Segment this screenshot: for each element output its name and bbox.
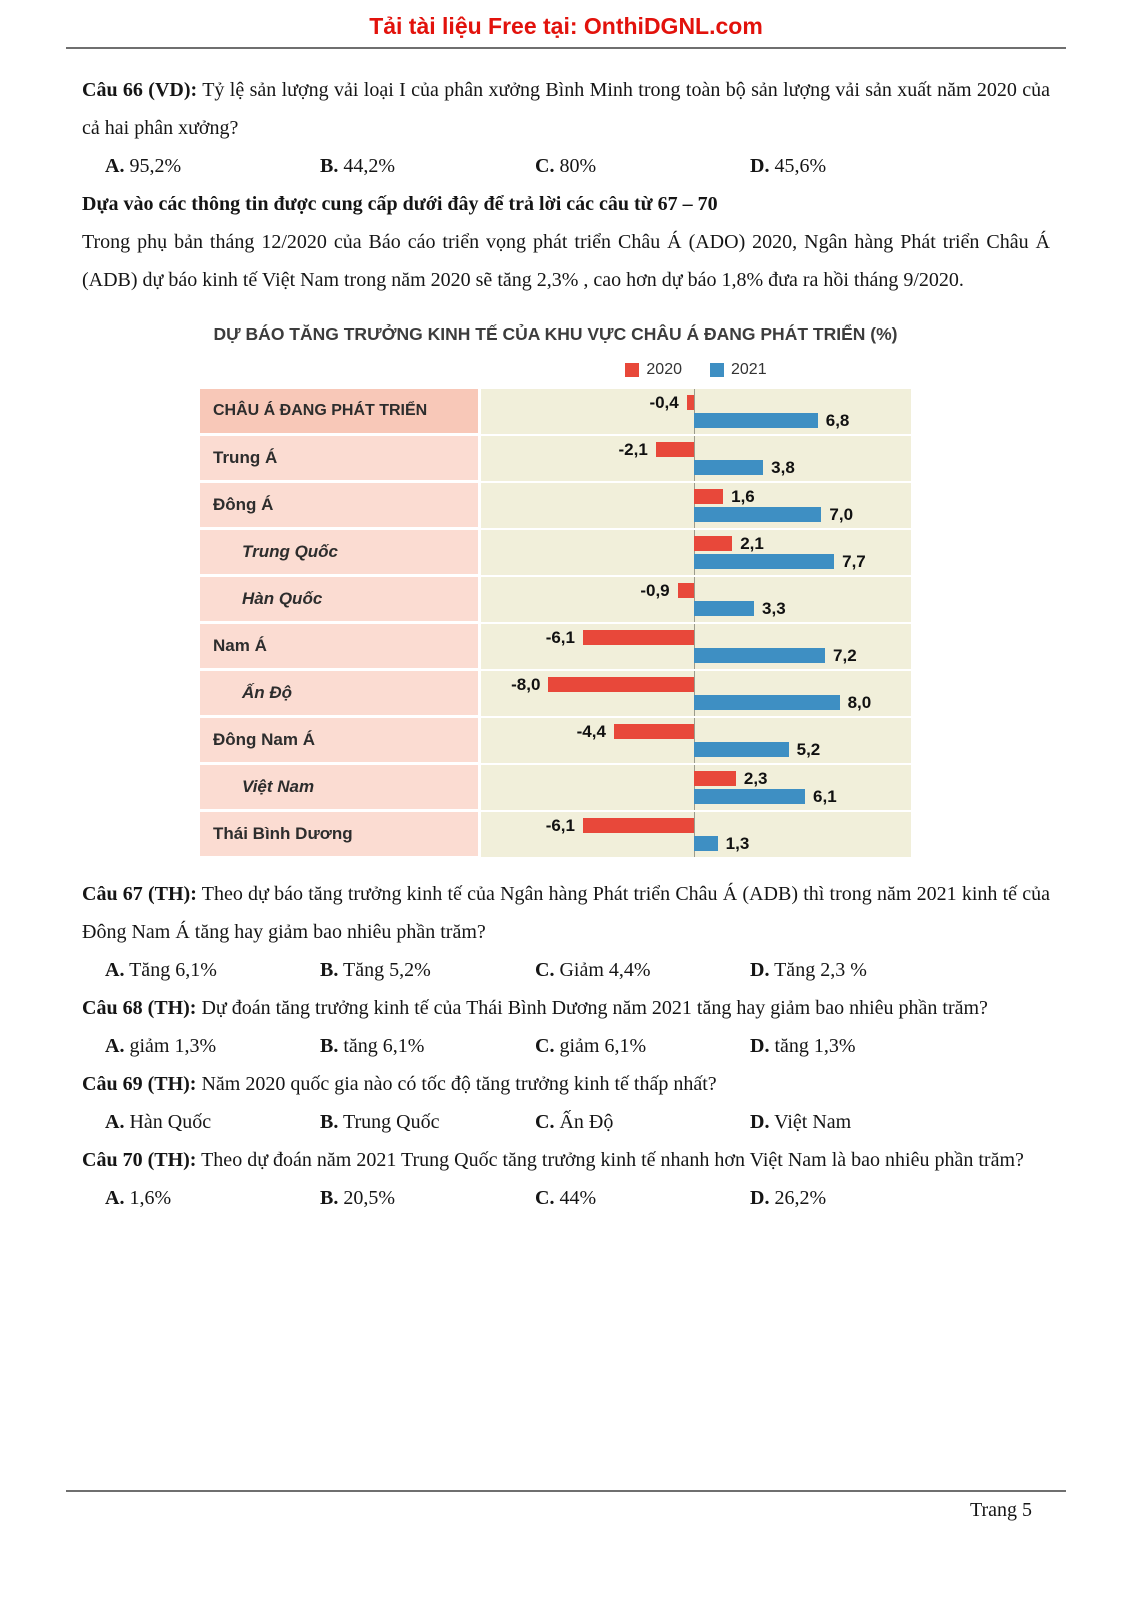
option-a [105,951,320,989]
option-key: A. [105,1111,125,1133]
option-text: 20,5% [343,1187,396,1209]
chart-row-label: Nam Á [200,624,478,668]
question-number: Câu 70 (TH): [82,1149,197,1171]
option-key: C. [535,1187,555,1209]
question-body: Tỷ lệ sản lượng vải loại I của phân xưởng Bình Minh trong toàn bộ sản lượng vải sản xuất năm 2020 của cả hai phân xưởng? [82,79,1051,139]
chart-row-plot [481,389,911,436]
option-b [320,1103,535,1141]
option-key: D. [750,155,770,177]
option-c [535,147,750,185]
chart-row-label: CHÂU Á ĐANG PHÁT TRIỂN [200,389,478,433]
legend-label-2020: 2020 [646,361,682,378]
chart-row-label: Trung Quốc [200,530,478,574]
chart-row [200,671,911,718]
chart-row-plot [481,671,911,718]
option-text: 95,2% [129,155,182,177]
option-text: Tăng 5,2% [342,959,431,981]
bar-2020 [694,771,736,786]
header-divider [66,47,1066,49]
chart-legend [481,361,911,379]
bar-value-2020: -6,1 [545,628,575,647]
option-key: B. [320,155,339,177]
chart-row-label-cell [200,436,478,483]
bar-2020 [656,442,694,457]
chart-row-label-cell [200,718,478,765]
question-70 [82,1141,1050,1217]
option-text: Tăng 2,3 % [774,959,867,981]
chart-row [200,389,911,436]
chart-row-label-cell [200,577,478,624]
option-key: B. [320,1035,339,1057]
chart-row-label: Ấn Độ [200,671,478,715]
chart-row-label-cell [200,671,478,718]
bar-value-2021: 3,3 [762,599,786,618]
bar-value-2020: 2,3 [743,769,768,788]
option-text: tăng 6,1% [343,1035,425,1057]
option-a [105,1027,320,1065]
site-banner: Tải tài liệu Free tại: OnthiDGNL.com [369,13,763,39]
option-text: Ấn Độ [559,1111,614,1133]
bar-value-2021: 6,1 [813,787,837,806]
legend-label-2021: 2021 [731,361,767,378]
question-body: Theo dự báo tăng trưởng kinh tế của Ngân hàng Phát triển Châu Á (ADB) thì trong năm 2021 kinh tế của Đông Nam Á tăng hay giảm bao nhiêu phần trăm? [82,883,1050,943]
chart-row-label-cell [200,624,478,671]
option-key: D. [750,959,770,981]
chart-row [200,718,911,765]
economic-forecast-chart [200,323,911,859]
question-text [82,875,1050,951]
chart-row [200,765,911,812]
option-text: Tăng 6,1% [129,959,217,981]
bar-value-2021: 7,2 [833,646,857,665]
chart-row-label-cell [200,483,478,530]
option-key: B. [320,1187,339,1209]
chart-row-label-cell [200,389,478,436]
legend-swatch-2021-icon [710,363,724,377]
bar-value-2021: 6,8 [825,411,850,430]
option-b [320,1027,535,1065]
option-text: 44,2% [343,155,396,177]
bar-value-2020: 1,6 [731,487,755,506]
bar-value-2020: -8,0 [511,675,541,694]
bar-value-2020: -4,4 [576,722,606,741]
bar-value-2020: -0,9 [640,581,670,600]
bar-value-2021: 7,7 [842,552,866,571]
chart-row-label: Hàn Quốc [200,577,478,621]
question-text [82,71,1050,147]
option-b [320,1179,535,1217]
question-text [82,989,1050,1027]
question-number: Câu 69 (TH): [82,1073,197,1095]
option-text: Giảm 4,4% [559,959,651,981]
option-text: giảm 6,1% [559,1035,647,1057]
bar-value-2021: 8,0 [847,693,872,712]
chart-row-plot [481,577,911,624]
bar-2020 [687,395,694,410]
option-text: 44% [559,1187,597,1209]
bar-2021 [694,789,805,804]
option-text: giảm 1,3% [129,1035,217,1057]
chart-row-plot [481,624,911,671]
question-number: Câu 66 (VD): [82,79,198,101]
bar-value-2020: -6,1 [545,816,575,835]
option-d [750,951,867,989]
option-text: tăng 1,3% [774,1035,856,1057]
chart-row-plot [481,765,911,812]
option-c [535,951,750,989]
bar-2020 [678,583,694,598]
bar-2021 [694,695,840,710]
option-a [105,1179,320,1217]
bar-2021 [694,601,754,616]
chart-row [200,812,911,859]
page-number: Trang 5 [969,1499,1032,1521]
chart-rows [200,389,911,859]
chart-row-label: Đông Á [200,483,478,527]
option-b [320,147,535,185]
option-d [750,1027,856,1065]
chart-row [200,530,911,577]
answer-options [82,1027,1050,1065]
option-key: A. [105,155,125,177]
chart-row-plot [481,436,911,483]
option-key: C. [535,155,555,177]
legend-item-2021 [710,361,767,379]
chart-row-plot [481,718,911,765]
chart-row-label: Trung Á [200,436,478,480]
chart-row-label-cell [200,530,478,577]
bar-2021 [694,507,821,522]
chart-row-label: Đông Nam Á [200,718,478,762]
option-c [535,1179,750,1217]
legend-item-2020 [625,361,682,379]
option-text: 26,2% [774,1187,827,1209]
option-key: C. [535,1111,555,1133]
answer-options [82,951,1050,989]
chart-row-plot [481,483,911,530]
page-footer [82,1483,1050,1528]
option-a [105,1103,320,1141]
question-number: Câu 67 (TH): [82,883,197,905]
chart-row-plot [481,530,911,577]
chart-title: DỰ BÁO TĂNG TRƯỞNG KINH TẾ CỦA KHU VỰC CHÂU Á ĐANG PHÁT TRIỂN (%) [213,324,898,344]
question-68 [82,989,1050,1065]
option-key: D. [750,1111,770,1133]
bar-2021 [694,742,789,757]
chart-row [200,436,911,483]
option-key: C. [535,959,555,981]
chart-row [200,483,911,530]
option-key: C. [535,1035,555,1057]
bar-value-2020: -2,1 [618,440,648,459]
question-text [82,1141,1050,1179]
question-body: Năm 2020 quốc gia nào có tốc độ tăng trưởng kinh tế thấp nhất? [201,1073,717,1095]
bar-2020 [548,677,694,692]
bar-2021 [694,648,825,663]
question-69 [82,1065,1050,1141]
bar-2020 [583,818,694,833]
bar-value-2020: -0,4 [649,393,679,412]
bar-value-2021: 1,3 [725,834,750,853]
option-d [750,147,826,185]
option-d [750,1103,851,1141]
option-b [320,951,535,989]
option-a [105,147,320,185]
chart-row-label: Thái Bình Dương [200,812,478,856]
bar-2021 [694,836,718,851]
chart-row-plot [481,812,911,859]
legend-swatch-2020-icon [625,363,639,377]
option-text: 45,6% [774,155,827,177]
option-text: Hàn Quốc [129,1111,212,1133]
bar-2021 [694,554,834,569]
bar-value-2020: 2,1 [740,534,764,553]
chart-row-label: Việt Nam [200,765,478,809]
option-text: 80% [559,155,597,177]
chart-row [200,624,911,671]
question-body: Dự đoán tăng trưởng kinh tế của Thái Bình Dương năm 2021 tăng hay giảm bao nhiêu phần trăm? [201,997,988,1019]
option-c [535,1103,750,1141]
bar-2021 [694,413,818,428]
option-key: B. [320,1111,339,1133]
bar-2021 [694,460,763,475]
question-body: Theo dự đoán năm 2021 Trung Quốc tăng trưởng kinh tế nhanh hơn Việt Nam là bao nhiêu phần trăm? [201,1149,1024,1171]
answer-options [82,147,1050,185]
option-text: 1,6% [129,1187,172,1209]
question-67 [82,875,1050,989]
option-c [535,1027,750,1065]
bar-value-2021: 5,2 [796,740,821,759]
answer-options [82,1179,1050,1217]
bar-2020 [694,489,723,504]
passage-text: Trong phụ bản tháng 12/2020 của Báo cáo triển vọng phát triển Châu Á (ADO) 2020, Ngân hàng Phát triển Châu Á (ADB) dự báo kinh tế Việt Nam trong năm 2020 sẽ tăng 2,3% , cao hơn dự báo 1,8% đưa ra hồi tháng 9/2020. [82,231,1050,291]
option-d [750,1179,826,1217]
option-text: Trung Quốc [342,1111,440,1133]
option-key: A. [105,1187,125,1209]
option-key: D. [750,1035,770,1057]
option-key: A. [105,959,125,981]
chart-row [200,577,911,624]
answer-options [82,1103,1050,1141]
bar-value-2021: 3,8 [771,458,795,477]
question-number: Câu 68 (TH): [82,997,197,1019]
instruction-text: Dựa vào các thông tin được cung cấp dưới đây để trả lời các câu từ 67 – 70 [82,193,718,215]
chart-row-label-cell [200,765,478,812]
option-key: A. [105,1035,125,1057]
bar-value-2021: 7,0 [829,505,854,524]
bar-2020 [694,536,732,551]
option-text: Việt Nam [774,1111,852,1133]
option-key: D. [750,1187,770,1209]
bar-2020 [614,724,694,739]
chart-row-label-cell [200,812,478,859]
bar-2020 [583,630,694,645]
question-66 [82,71,1050,185]
option-key: B. [320,959,339,981]
question-text [82,1065,1050,1103]
